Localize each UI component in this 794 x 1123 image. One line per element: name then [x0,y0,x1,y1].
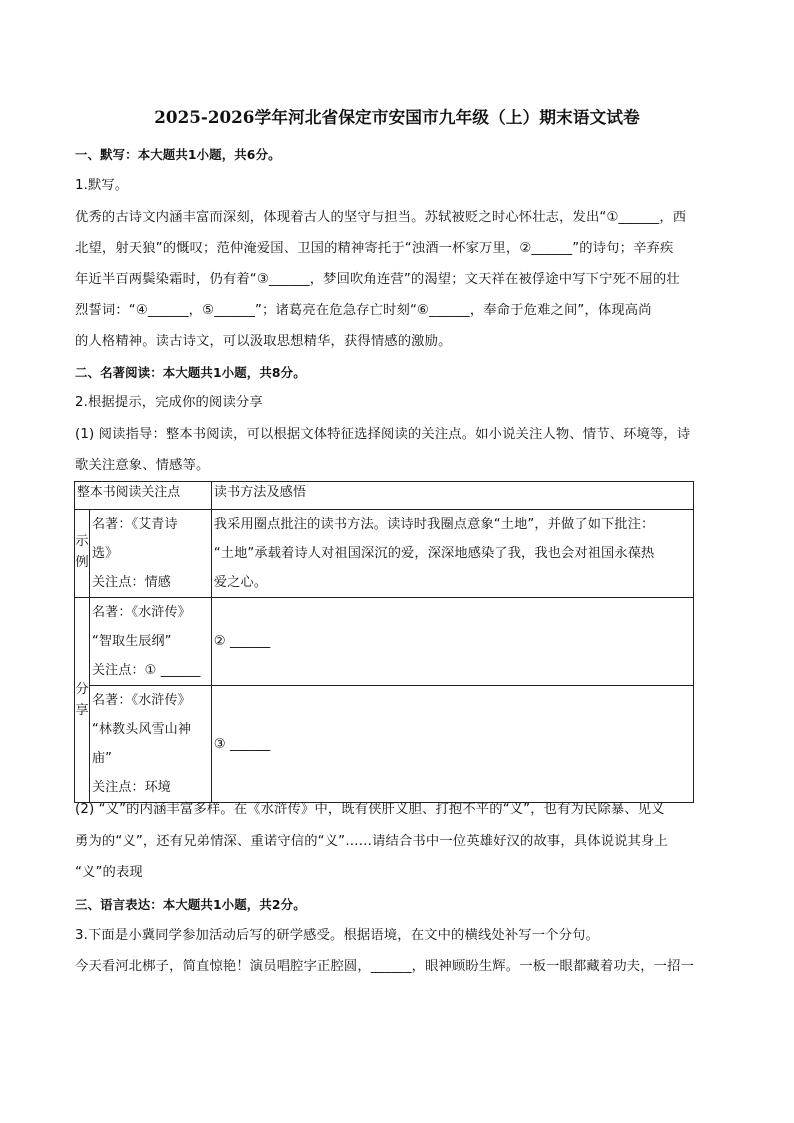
example-book-line: 名著：《艾青诗 [92,517,178,532]
reading-share-table [74,481,694,803]
q3-stem: 3.下面是小冀同学参加活动后写的研学感受。根据语境，在文中的横线处补写一个分句。 [75,928,599,943]
example-note-line: “土地”承载着诗人对祖国深沉的爱，深深地感染了我，我也会对祖国永葆热 [213,546,655,561]
q1-line: 烈誓词：“④______，⑤______”；诸葛亮在危急存亡时刻“⑥______，奉命于危难之间”，体现高尚 [75,303,652,318]
share2-focus-line: 关注点：环境 [92,780,171,795]
share1-book-line: 名著：《水浒传》 [92,605,191,620]
q2-part1-line: 歌关注意象、情感等。 [75,458,210,473]
q1-line: 北望，射天狼”的慨叹；范仲淹爱国、卫国的精神寄托于“浊酒一杯家万里，②______”的诗句；辛弃疾 [75,241,674,256]
exam-title: 2025-2026学年河北省保定市安国市九年级（上）期末语文试卷 [154,107,640,127]
section-1-heading: 一、默写：本大题共1小题，共6分。 [75,147,281,162]
example-label: 示 例 [75,534,89,570]
share2-book-line: 名著：《水浒传》 [92,693,191,708]
section-2-heading: 二、名著阅读：本大题共1小题，共8分。 [75,365,306,380]
q1-line: 年近半百两鬓染霜时，仍有着“③______，梦回吹角连营”的渴望；文天祥在被俘途中写下宁死不屈的壮 [75,272,680,287]
share2-answer-blank[interactable]: ③ ______ [213,736,271,752]
header-focus-point: 整本书阅读关注点 [77,485,181,500]
table-row-share-1 [75,598,694,686]
example-note-line: 我采用圈点批注的读书方法。读诗时我圈点意象“土地”，并做了如下批注： [213,517,655,532]
q2-part2-line: (2) “义”的内涵丰富多样。在《水浒传》中，既有侠肝义胆、打抱不平的“义”，也有为民除暴、见义 [75,802,665,817]
example-note-line: 爱之心。 [213,575,268,590]
q2-stem: 2.根据提示，完成你的阅读分享 [75,395,263,410]
q2-part2-line: 勇为的“义”，还有兄弟情深、重诺守信的“义”……请结合书中一位英雄好汉的故事，具体说说其身上 [75,834,668,849]
share1-focus-blank[interactable]: 关注点：① ______ [92,663,201,678]
q1-line: 优秀的古诗文内涵丰富而深刻，体现着古人的坚守与担当。苏轼被贬之时心怀壮志，发出“①______，西 [75,210,687,225]
example-book-line: 选》 [92,546,119,561]
share1-chapter-line: “智取生辰纲” [92,634,172,649]
table-row-share-2 [75,686,694,803]
q1-stem: 1.默写。 [75,178,129,193]
share1-answer-blank[interactable]: ② ______ [213,634,271,649]
q2-part1-line: (1) 阅读指导：整本书阅读，可以根据文体特征选择阅读的关注点。如小说关注人物、情节、环境等，诗 [75,427,691,442]
share-label: 分 享 [75,682,89,718]
header-method: 读书方法及感悟 [213,485,306,500]
share2-chapter-line: 庙” [92,751,113,766]
q3-passage-line: 今天看河北梆子，简直惊艳！演员唱腔字正腔圆，______，眼神顾盼生辉。一板一眼都藏着功夫，一招一 [75,959,695,974]
table-row-example [75,510,694,598]
table-header-row [75,482,694,510]
example-focus-line: 关注点：情感 [92,575,171,590]
section-3-heading: 三、语言表达：本大题共1小题，共2分。 [75,897,306,912]
share2-chapter-line: “林教头风雪山神 [92,722,192,737]
q1-line: 的人格精神。读古诗文，可以汲取思想精华，获得情感的激励。 [75,334,452,349]
q2-part2-line: “义”的表现 [75,865,143,880]
